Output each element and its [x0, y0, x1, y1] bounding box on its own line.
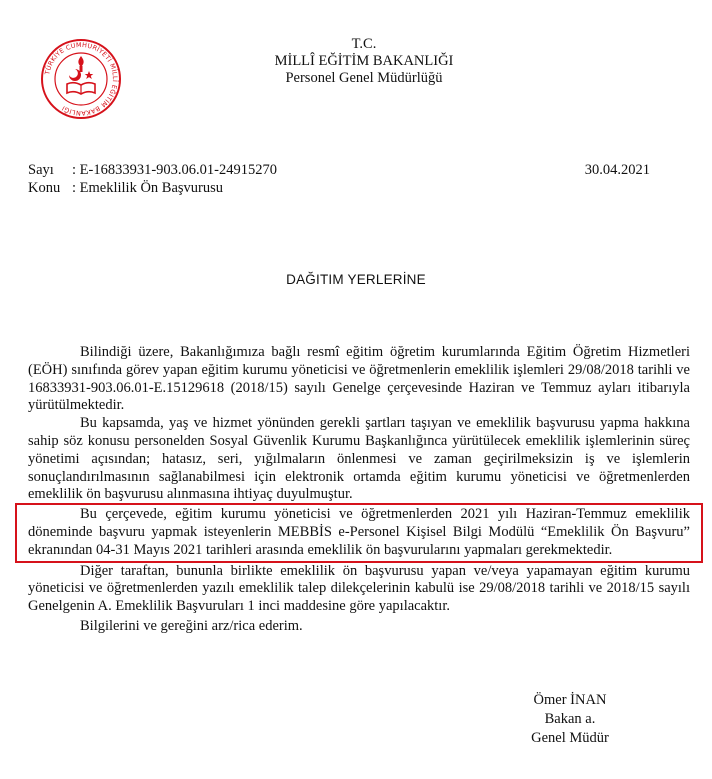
paragraph-2: Bu kapsamda, yaş ve hizmet yönünden gerekli şartları taşıyan ve emeklilik başvurusu yapma hakkına sahip söz konusu personelden Sosyal Güvenlik Kurumu Başkanlığınca yürütülecek emeklilik işlemlerinin süreç yönetimi açısından; hatasız, seri, yığılmaların önlenmesi ve zaman geçirilmeksizin iş ve işlemlerin sonuçlandırılmasının sağlanabilmesi için elektronik ortamda eğitim kurumu yöneticisi ve öğretmenlerden emeklilik ön başvurusu alınmasına ihtiyaç duyulmuştur.: [28, 415, 690, 503]
sayi-value: : E-16833931-903.06.01-24915270: [72, 162, 277, 178]
signer-position: Genel Müdür: [531, 730, 609, 746]
signature-block: [500, 691, 640, 748]
header-unit: Personel Genel Müdürlüğü: [285, 70, 443, 86]
letter-body: [28, 344, 690, 636]
konu-label: Konu: [28, 180, 61, 196]
closing-line: Bilgilerini ve gereğini arz/rica ederim.: [80, 617, 303, 634]
document-date: 30.04.2021: [584, 162, 650, 178]
meta-konu-row: [28, 179, 650, 197]
signer-title: Bakan a.: [544, 711, 596, 727]
sayi-label: Sayı: [28, 162, 54, 178]
meta-sayi-row: [28, 161, 650, 179]
konu-value: : Emeklilik Ön Başvurusu: [72, 180, 224, 196]
seal-ring-text: TÜRKİYE CUMHURİYETİ MİLLÎ EĞİTİM BAKANLIĞI: [43, 40, 120, 118]
paragraph-1: Bilindiği üzere, Bakanlığımıza bağlı resmî eğitim öğretim kurumlarında Eğitim Öğretim Hizmetleri (EÖH) sınıfında görev yapan eğitim kurumu yöneticisi ve öğretmenlerin emeklilik işlemleri 29/08/2018 tarihli ve 16833931-903.06.01-E.15129618 (2018/15) sayılı Genelge çerçevesinde Haziran ve Temmuz ayları itibarıyla yürütülmektedir.: [28, 344, 690, 414]
letterhead: [0, 36, 712, 87]
signer-name: Ömer İNAN: [533, 692, 607, 708]
document-meta: [28, 161, 650, 197]
addressee: DAĞITIM YERLERİNE: [286, 272, 426, 287]
header-ministry: MİLLÎ EĞİTİM BAKANLIĞI: [274, 53, 454, 69]
highlighted-paragraph: Bu çerçevede, eğitim kurumu yöneticisi ve öğretmenlerden 2021 yılı Haziran-Temmuz emeklilik döneminde başvuru yapmak isteyenlerin MEBBİS e-Personel Kişisel Bilgi Modülü “Emeklilik Ön Başvuru” ekranından 04-31 Mayıs 2021 tarihleri arasında emeklilik ön başvurularını yapmaları gerekmektedir.: [18, 506, 700, 559]
header-state: T.C.: [351, 36, 377, 52]
paragraph-4: Diğer taraftan, bununla birlikte emeklilik ön başvurusu yapan ve/veya yapamayan eğitim kurumu yöneticisi ve öğretmenlerden yazılı emeklilik talep dilekçelerinin kabulü ise 29/08/2018 tarihli ve 2018/15 sayılı Genelgenin A. Emeklilik Başvuruları 1 inci maddesine göre yapılacaktır.: [28, 562, 690, 615]
